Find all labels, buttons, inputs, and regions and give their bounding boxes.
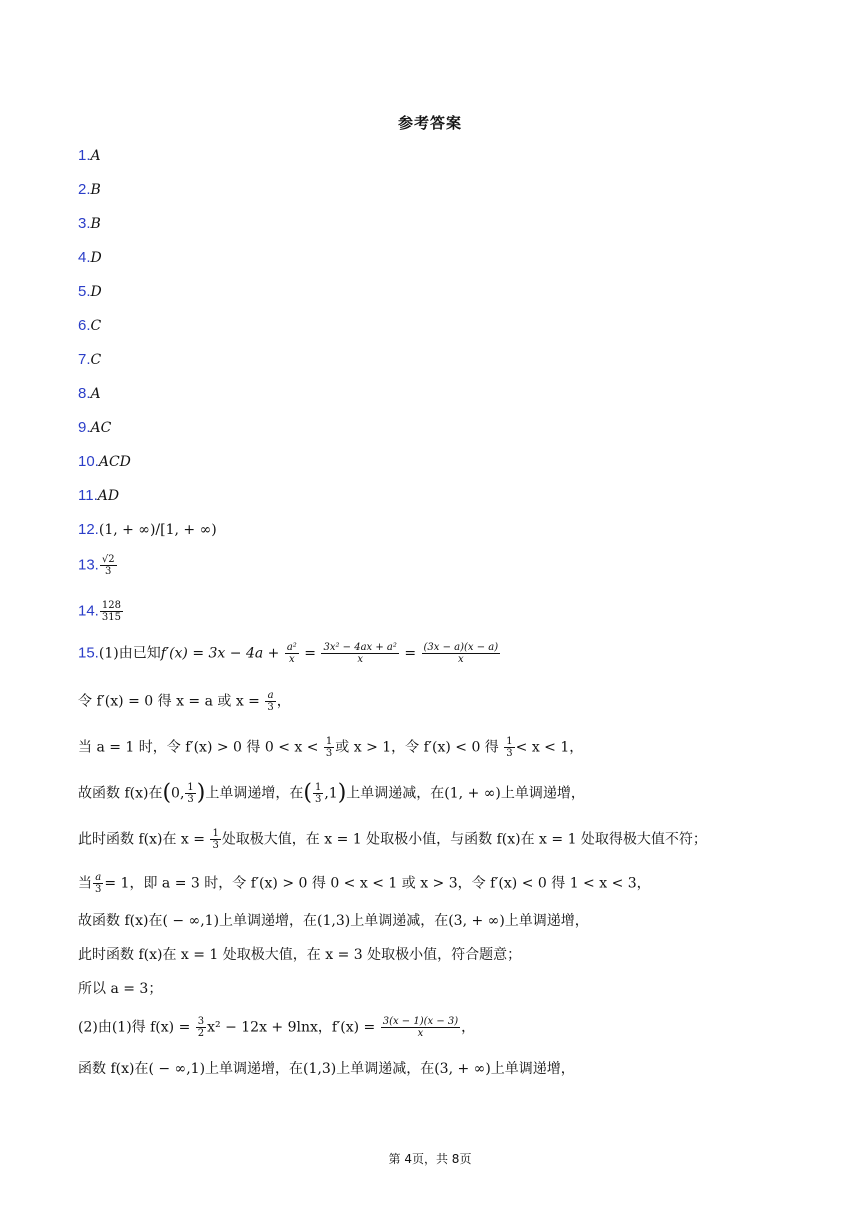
answer-item-14: 14. $\frac{128}{315}$ <box>78 600 121 623</box>
fraction: $\frac{1}{3}$ <box>314 782 322 805</box>
solution-line: 当 $\frac{a}{3}$ = 1，即 a = 3 时，令 f′(x) > 0 得 0 < x < 1 或 x > 3，令 f′(x) < 0 得 1 < x < 3， <box>78 872 651 895</box>
solution-line: 此时函数 f(x)在 x = 1 处取极大值，在 x = 3 处取极小值，符合题意； <box>78 947 522 963</box>
answer-item: 7.C <box>78 351 102 368</box>
fraction: $\frac{3}{2}$ <box>197 1016 205 1039</box>
solution-line: 所以 a = 3； <box>78 981 163 997</box>
solution-line: 故函数 f(x)在( − ∞,1)上单调递增，在(1,3)上单调递减，在(3, + ∞)上单调递增， <box>78 913 589 929</box>
answer-item: 6.C <box>78 317 102 334</box>
answer-item: 11.AD <box>78 487 120 504</box>
fraction: $\frac{√2}{3}$ <box>101 554 115 577</box>
fraction: $\frac{1}{3}$ <box>187 782 194 805</box>
solution-line: 此时函数 f(x)在 x = $\frac{1}{3}$ 处取极大值，在 x = 1 处取极小值，与函数 f(x)在 x = 1 处取得极大值不符； <box>78 828 707 851</box>
fraction: $\frac{a}{3}$ <box>95 872 102 895</box>
fraction: $\frac{128}{315}$ <box>101 600 121 623</box>
fraction: $\frac{1}{3}$ <box>325 736 333 759</box>
answer-item: 2.B <box>78 181 101 198</box>
solution-line: 令 f′(x) = 0 得 x = a 或 x = $\frac{a}{3}$ ， <box>78 690 291 713</box>
answer-item: 1.A <box>78 147 101 164</box>
solution-line: (2)由(1)得 f(x) = $\frac{3}{2}$ x² − 12x + 9lnx，f′(x) = $\frac{3(x - 1)(x - 3)}{x}$ ， <box>78 1016 476 1039</box>
answer-item: 12.(1, + ∞)/[1, + ∞) <box>78 521 217 538</box>
solution-line: 故函数 f(x)在(0, $\frac{1}{3}$ )上单调递增，在( $\frac{1}{3}$ ,1)上单调递减，在(1, + ∞)上单调递增， <box>78 780 585 806</box>
answer-item: 10.ACD <box>78 453 131 470</box>
fraction: $\frac{a}{3}$ <box>267 690 274 713</box>
fraction: $\frac{1}{3}$ <box>506 736 513 759</box>
solution-line: 当 a = 1 时，令 f′(x) > 0 得 0 < x < $\frac{1}{3}$ 或 x > 1，令 f′(x) < 0 得 $\frac{1}{3}$ < x < 1， <box>78 736 584 759</box>
answer-item: 9.AC <box>78 419 112 436</box>
answer-item: 4.D <box>78 249 102 266</box>
answer-item: 3.B <box>78 215 101 232</box>
fraction: $\frac{(3x - a)(x - a)}{x}$ <box>423 642 499 665</box>
answer-item: 8.A <box>78 385 101 402</box>
fraction: $\frac{3(x - 1)(x - 3)}{x}$ <box>382 1016 459 1039</box>
solution-line: 15.(1)由已知f′(x) = 3x − 4a + $\frac{\text{a²}}{x}$ = $\frac{\text{3x² − 4ax + a²}}{x}$ = $\frac{(3x - a)(x - a)}{x}$ <box>78 642 499 665</box>
answer-item: 5.D <box>78 283 102 300</box>
fraction: $\frac{\text{3x² − 4ax + a²}}{x}$ <box>323 642 397 665</box>
fraction: $\frac{\text{a²}}{x}$ <box>286 642 297 665</box>
solution-line: 函数 f(x)在( − ∞,1)上单调递增，在(1,3)上单调递减，在(3, + ∞)上单调递增， <box>78 1061 575 1077</box>
page-footer: 第 4页，共 8页 <box>388 1152 472 1166</box>
answer-item-13: 13. $\frac{√2}{3}$ <box>78 554 115 577</box>
fraction: $\frac{1}{3}$ <box>212 828 219 851</box>
page-title: 参考答案 <box>397 114 462 132</box>
